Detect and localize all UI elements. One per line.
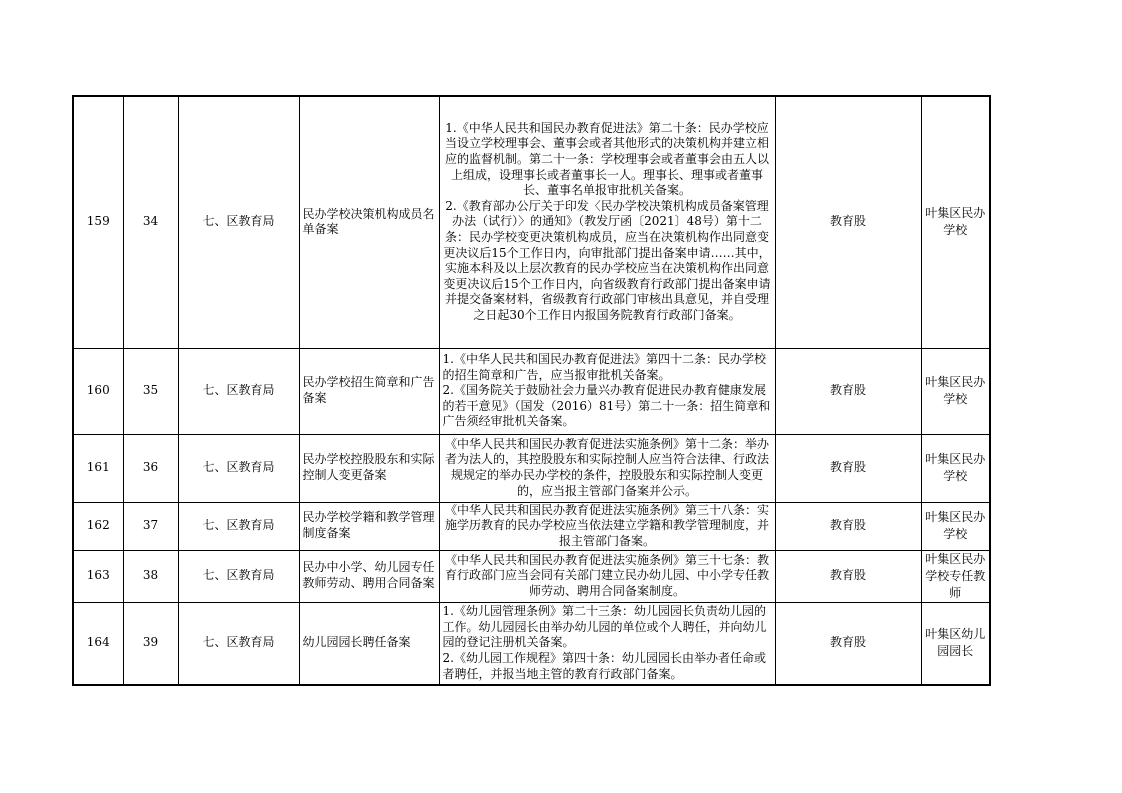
department: 七、区教育局 [178, 434, 299, 502]
table-row [73, 348, 990, 434]
handling-unit: 教育股 [775, 550, 921, 602]
legal-basis-clause: 1.《幼儿园管理条例》第二十三条：幼儿园园长负责幼儿园的工作。幼儿园园长由举办幼儿园的单位或个人聘任，并向幼儿园的登记注册机关备案。 [442, 604, 767, 650]
row-number: 163 [73, 550, 123, 602]
filing-item-name: 民办学校招生简章和广告备案 [299, 348, 439, 434]
legal-basis [439, 96, 775, 348]
handling-unit: 教育股 [775, 602, 921, 685]
row-number: 160 [73, 348, 123, 434]
filing-item-name: 民办学校学籍和教学管理制度备案 [299, 502, 439, 550]
sub-number: 35 [123, 348, 178, 434]
filing-items-table [72, 95, 991, 686]
department: 七、区教育局 [178, 602, 299, 685]
filing-item-name: 民办学校控股股东和实际控制人变更备案 [299, 434, 439, 502]
legal-basis [439, 502, 775, 550]
sub-number: 34 [123, 96, 178, 348]
table-row [73, 502, 990, 550]
row-number: 162 [73, 502, 123, 550]
filing-target: 叶集区幼儿园园长 [921, 602, 990, 685]
sub-number: 37 [123, 502, 178, 550]
handling-unit: 教育股 [775, 348, 921, 434]
sub-number: 36 [123, 434, 178, 502]
legal-basis-clause: 2.《教育部办公厅关于印发〈民办学校决策机构成员备案管理办法（试行）〉的通知》（教发厅函〔2021〕48号）第十二条：民办学校变更决策机构成员，应当在决策机构作出同意变更决议后15个工作日内，向审批部门提出备案申请……其中，实施本科及以上层次教育的民办学校应当在决策机构作出同意变更决议后15个工作日内，向省级教育行政部门提出备案申请并提交备案材料，省级教育行政部门审核出具意见，并自受理之日起30个工作日内报国务院教育行政部门备案。 [443, 198, 771, 323]
department: 七、区教育局 [178, 96, 299, 348]
filing-target: 叶集区民办学校 [921, 434, 990, 502]
sub-number: 38 [123, 550, 178, 602]
legal-basis-clause: 1.《中华人民共和国民办教育促进法》第四十二条：民办学校的招生简章和广告，应当报审批机关备案。 [442, 352, 766, 382]
filing-target: 叶集区民办学校专任教师 [921, 550, 990, 602]
legal-basis-clause: 1.《中华人民共和国民办教育促进法》第二十条：民办学校应当设立学校理事会、董事会或者其他形式的决策机构并建立相应的监督机制。第二十一条：学校理事会或者董事会由五人以上组成，设理事长或者董事长一人。理事长、理事或者董事长、董事名单报审批机关备案。 [444, 120, 769, 198]
filing-item-name: 幼儿园园长聘任备案 [299, 602, 439, 685]
table-row [73, 602, 990, 685]
legal-basis-clause: 2.《幼儿园工作规程》第四十条：幼儿园园长由举办者任命或者聘任，并报当地主管的教育行政部门备案。 [442, 651, 766, 681]
department: 七、区教育局 [178, 550, 299, 602]
legal-basis-clause: 《中华人民共和国民办教育促进法实施条例》第三十八条：实施学历教育的民办学校应当依法建立学籍和教学管理制度，并报主管部门备案。 [444, 502, 769, 548]
legal-basis [439, 550, 775, 602]
legal-basis [439, 602, 775, 685]
table-row [73, 550, 990, 602]
handling-unit: 教育股 [775, 502, 921, 550]
sub-number: 39 [123, 602, 178, 685]
table-row [73, 434, 990, 502]
legal-basis-clause: 《中华人民共和国民办教育促进法实施条例》第三十七条：教育行政部门应当会同有关部门建立民办幼儿园、中小学专任教师劳动、聘用合同备案制度。 [444, 552, 769, 598]
row-number: 159 [73, 96, 123, 348]
filing-target: 叶集区民办学校 [921, 348, 990, 434]
department: 七、区教育局 [178, 348, 299, 434]
filing-item-name: 民办学校决策机构成员名单备案 [299, 96, 439, 348]
handling-unit: 教育股 [775, 96, 921, 348]
legal-basis [439, 434, 775, 502]
row-number: 161 [73, 434, 123, 502]
department: 七、区教育局 [178, 502, 299, 550]
legal-basis [439, 348, 775, 434]
table-body [73, 96, 990, 685]
filing-target: 叶集区民办学校 [921, 96, 990, 348]
filing-target: 叶集区民办学校 [921, 502, 990, 550]
legal-basis-clause: 2.《国务院关于鼓励社会力量兴办教育促进民办教育健康发展的若干意见》（国发（2016）81号）第二十一条：招生简章和广告须经审批机关备案。 [442, 383, 771, 429]
filing-item-name: 民办中小学、幼儿园专任教师劳动、聘用合同备案 [299, 550, 439, 602]
legal-basis-clause: 《中华人民共和国民办教育促进法实施条例》第十二条：举办者为法人的，其控股股东和实际控制人应当符合法律、行政法规规定的举办民办学校的条件，控股股东和实际控制人变更的，应当报主管部门备案并公示。 [444, 436, 769, 498]
table-row [73, 96, 990, 348]
handling-unit: 教育股 [775, 434, 921, 502]
row-number: 164 [73, 602, 123, 685]
